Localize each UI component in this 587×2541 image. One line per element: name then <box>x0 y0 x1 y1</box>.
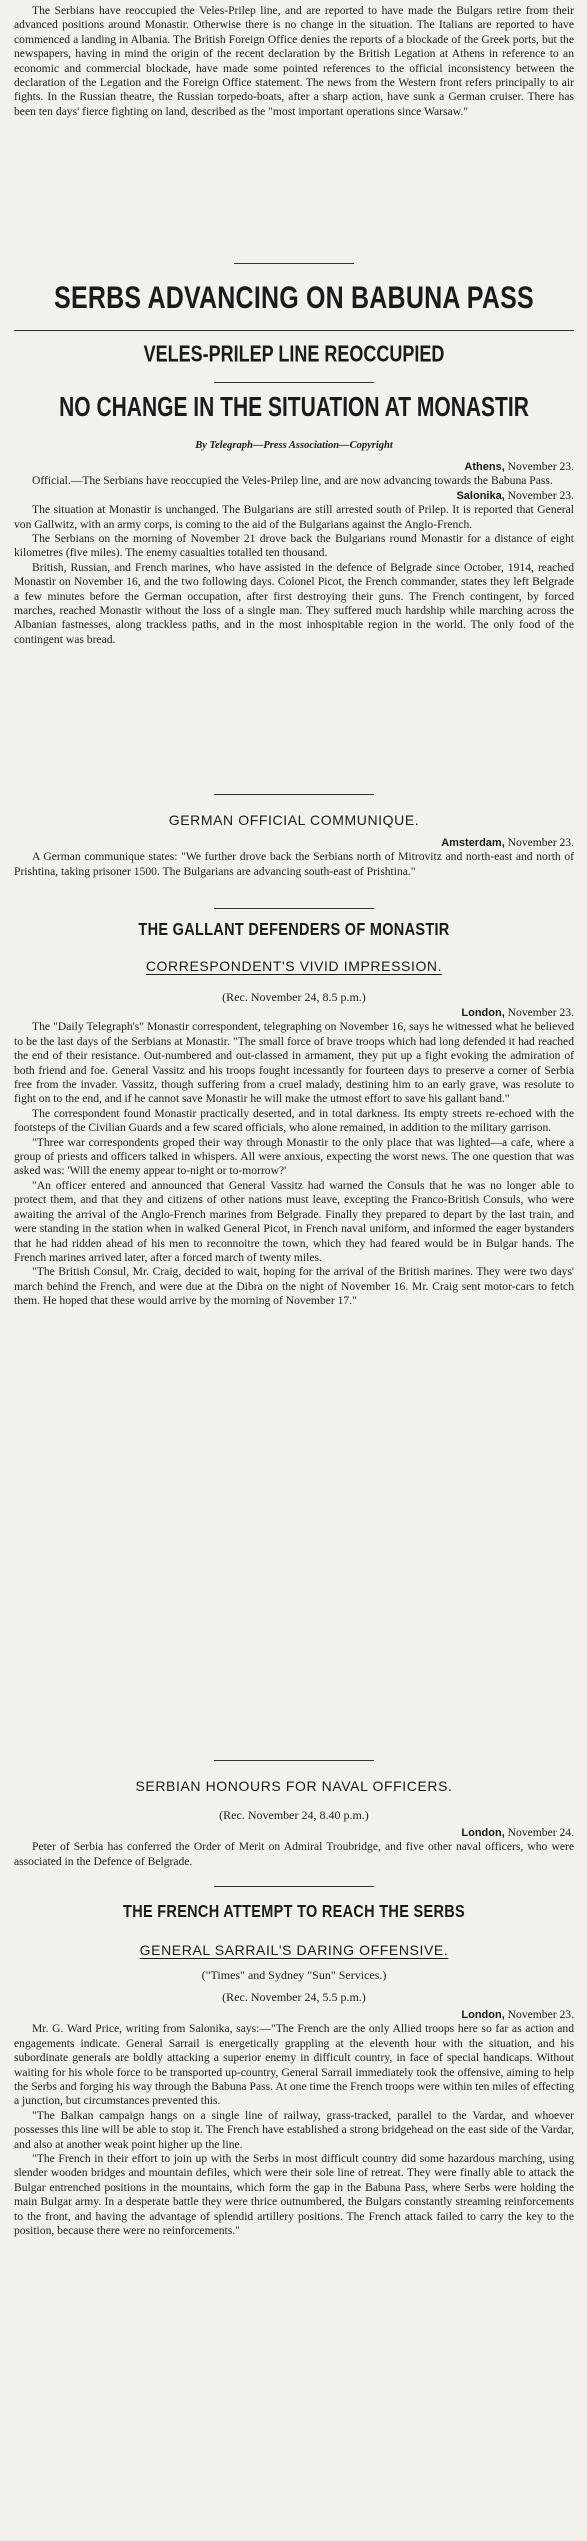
headline-rule <box>14 330 574 331</box>
paragraph: Mr. G. Ward Price, writing from Salonika, says:—"The French are the only Allied troops here so far as action and engagements indicate. General Sarrail is energetically grappling at the eleventh hour with the situation, and his subordinate generals are boldly attacking a superior enemy in difficult country, in face of special handicaps. Without waiting for his whole force to be transported up-country, General Sarrail immediately took the offensive, aiming to help the Serbs and forging his way through the Babuna Pass. At one time the French troops were within ten miles of effecting a junction, but circumstances prevented this. <box>14 2022 574 2108</box>
received-time: (Rec. November 24, 5.5 p.m.) <box>222 1990 366 2004</box>
dateline-date: November 23. <box>507 836 574 849</box>
paragraph: "Three war correspondents groped their way through Monastir to the only place that was lighted—a cafe, where a group of priests and officers talked in whispers. All were anxious, expecting the worst news. The one question that was asked was: 'Will the enemy appear to-night or to-morrow?' <box>14 1135 574 1178</box>
paragraph: The correspondent found Monastir practically deserted, and in total darkness. Its empty streets re-echoed with the footsteps of the Civilian Guards and a few scared officials, who alone remained, in addition to the military garrison. <box>14 1106 574 1135</box>
headline-rule-short <box>214 382 374 383</box>
separator-rule <box>214 908 374 909</box>
byline: By Telegraph—Press Association—Copyright <box>195 440 393 451</box>
dateline-place: London, <box>461 1827 505 1839</box>
dateline-place: London, <box>461 1007 505 1019</box>
paragraph: "The French in their effort to join up with the Serbs in most difficult country did some hazardous marching, using slender wooden bridges and mountain defiles, which were their sole line of retreat. They were finally able to attack the Bulgar entrenched positions in the mountains, which form the gap in the Babuna Pass, where Serbs were holding the main Bulgar army. In a desperate battle they were thrice outnumbered, the Bulgars constantly streaming reinforcements to the front, and having the advantage of splendid artillery positions. The French attack failed to carry the key to the position, because there were no reinforcements." <box>14 2152 574 2238</box>
dateline-london <box>14 1006 574 1020</box>
received-time: (Rec. November 24, 8.5 p.m.) <box>222 990 366 1004</box>
section-subtitle-sarrail <box>14 1942 574 1958</box>
paragraph: The situation at Monastir is unchanged. The Bulgarians are still arrested south of Prilep. It is reported that General von Gallwitz, with an army corps, is coming to the aid of the Bulgarians against the Anglo-French. <box>14 503 574 531</box>
section-serbian-honours <box>14 1826 574 1869</box>
dateline-amsterdam <box>14 836 574 850</box>
subtitle-text: GENERAL SARRAIL'S DARING OFFENSIVE. <box>139 1942 449 1958</box>
separator-rule <box>234 263 354 264</box>
third-headline: NO CHANGE IN THE SITUATION AT MONASTIR <box>59 392 529 423</box>
separator-rule <box>214 1760 374 1761</box>
section-title-french-attempt: THE FRENCH ATTEMPT TO REACH THE SERBS <box>123 1902 465 1922</box>
section-title-serbian-honours: SERBIAN HONOURS FOR NAVAL OFFICERS. <box>135 1778 453 1794</box>
paragraph: A German communique states: "We further drove back the Serbians north of Mitrovitz and north-east and north of Prishtina, taking prisoner 1500. The Bulgarians are advancing south-east of Prishtina." <box>14 850 574 878</box>
paragraph: The Serbians on the morning of November 21 drove back the Bulgarians round Monastir for a distance of eight kilometres (five miles). The enemy casualties totalled ten thousand. <box>14 532 574 560</box>
paragraph: Peter of Serbia has conferred the Order of Merit on Admiral Troubridge, and five other naval officers, who were associated in the Defence of Belgrade. <box>14 1840 574 1868</box>
section-french-attempt <box>14 2008 574 2239</box>
dateline-salonika <box>14 489 574 503</box>
subtitle-text: CORRESPONDENT'S VIVID IMPRESSION. <box>145 958 443 974</box>
dateline-london <box>14 1826 574 1840</box>
dateline-date: November 23. <box>507 488 574 502</box>
dateline-athens <box>14 460 574 474</box>
dateline-date: November 24. <box>507 1826 574 1839</box>
dateline-date: November 23. <box>507 1006 574 1019</box>
paragraph: "The Balkan campaign hangs on a single line of railway, grass-tracked, parallel to the Vardar, and whoever possesses this line will be able to stop it. The French have established a strong bridgehead on the east side of the Vardar, and also at another weak point higher up the line. <box>14 2108 574 2151</box>
dateline-london <box>14 2008 574 2022</box>
paragraph: British, Russian, and French marines, who have assisted in the defence of Belgrade since October, 1914, reached Monastir on November 16, and the two following days. Colonel Picot, the French commander, states they left Belgrade a few minutes before the German occupation, after first destroying their guns. The French contingent, by forced marches, reached Monastir without the loss of a single man. They suffered much hardship while marching across the Albanian fastnesses, along trackless paths, and in the most inhospitable region in the world. The only food of the contingent was bread. <box>14 560 574 646</box>
intro-summary <box>14 4 574 119</box>
paragraph: The "Daily Telegraph's" Monastir correspondent, telegraphing on November 16, says he witnessed what he believed to be the last days of the Serbians at Monastir. "The small force of brave troops which had long defended it had reached the end of their resistance. Out-numbered and out-classed in armament, they put up a fight evoking the admiration of both friend and foe. General Vassitz and his troops fought incessantly for fourteen days to preserve a corner of Serbia free from the invader. Vassitz, though suffering from a cruel malady, destining him to an early grave, was resolute to fight on to the end, and if he cannot save Monastir he will make the utmost effort to save his gallant band." <box>14 1020 574 1106</box>
intro-paragraph: The Serbians have reoccupied the Veles-Prilep line, and are reported to have made the Bulgars retire from their advanced positions around Monastir. Otherwise there is no change in the situation. The Italians are reported to have commenced a landing in Albania. The British Foreign Office denies the reports of a blockade of the Greek ports, but the newspapers, having in mind the origin of the recent declaration by the British Legation at Athens in reference to an economic and commercial blockade, have made some pointed references to the official inconsistency between the declaration of the Legation and the Foreign Office statement. The news from the Western front refers principally to air fights. In the Russian theatre, the Russian torpedo-boats, after a sharp action, have sunk a German cruiser. There has been ten days' fierce fighting on land, described as the "most important operations since Warsaw." <box>14 4 574 118</box>
dateline-place: Athens, <box>464 461 505 473</box>
dateline-place: Salonika, <box>456 489 505 502</box>
section-german-communique <box>14 836 574 879</box>
received-time: (Rec. November 24, 8.40 p.m.) <box>219 1808 369 1822</box>
section-subtitle-correspondent <box>14 958 574 974</box>
service-credit: ("Times" and Sydney "Sun" Services.) <box>201 1968 387 1982</box>
paragraph: "An officer entered and announced that General Vassitz had warned the Consuls that he was no longer able to protect them, and that they and citizens of other nations must leave, excepting the Franco-British Consuls, who were awaiting the arrival of the Anglo-French marines from Belgrade. Finally they prepared to depart by the last train, and were standing in the station when in walked General Picot, in French naval uniform, and informed the eager bystanders that he had ridden ahead of his men to reconnoitre the town, which they had feared would be in Bulgar hands. The French marines arrived later, after a forced march of twenty miles. <box>14 1178 574 1264</box>
section-serbs-advance <box>14 460 574 647</box>
separator-rule <box>214 1886 374 1887</box>
sub-headline: VELES-PRILEP LINE REOCCUPIED <box>143 340 445 367</box>
dateline-date: November 23. <box>507 460 574 473</box>
section-title-gallant-defenders: THE GALLANT DEFENDERS OF MONASTIR <box>138 920 450 940</box>
dateline-place: Amsterdam, <box>441 837 505 849</box>
dateline-place: London, <box>461 2009 505 2021</box>
separator-rule <box>214 794 374 795</box>
section-gallant-defenders <box>14 1006 574 1309</box>
paragraph: Official.—The Serbians have reoccupied the Veles-Prilep line, and are now advancing towards the Babuna Pass. <box>32 474 553 488</box>
main-headline: SERBS ADVANCING ON BABUNA PASS <box>54 280 534 316</box>
section-title-german-communique: GERMAN OFFICIAL COMMUNIQUE. <box>168 812 420 828</box>
dateline-date: November 23. <box>507 2008 574 2021</box>
paragraph: "The British Consul, Mr. Craig, decided to wait, hoping for the arrival of the British marines. They were two days' march behind the French, and were due at the Dibra on the night of November 16. Mr. Craig sent motor-cars to fetch them. He hoped that these would arrive by the morning of November 17." <box>14 1265 574 1308</box>
